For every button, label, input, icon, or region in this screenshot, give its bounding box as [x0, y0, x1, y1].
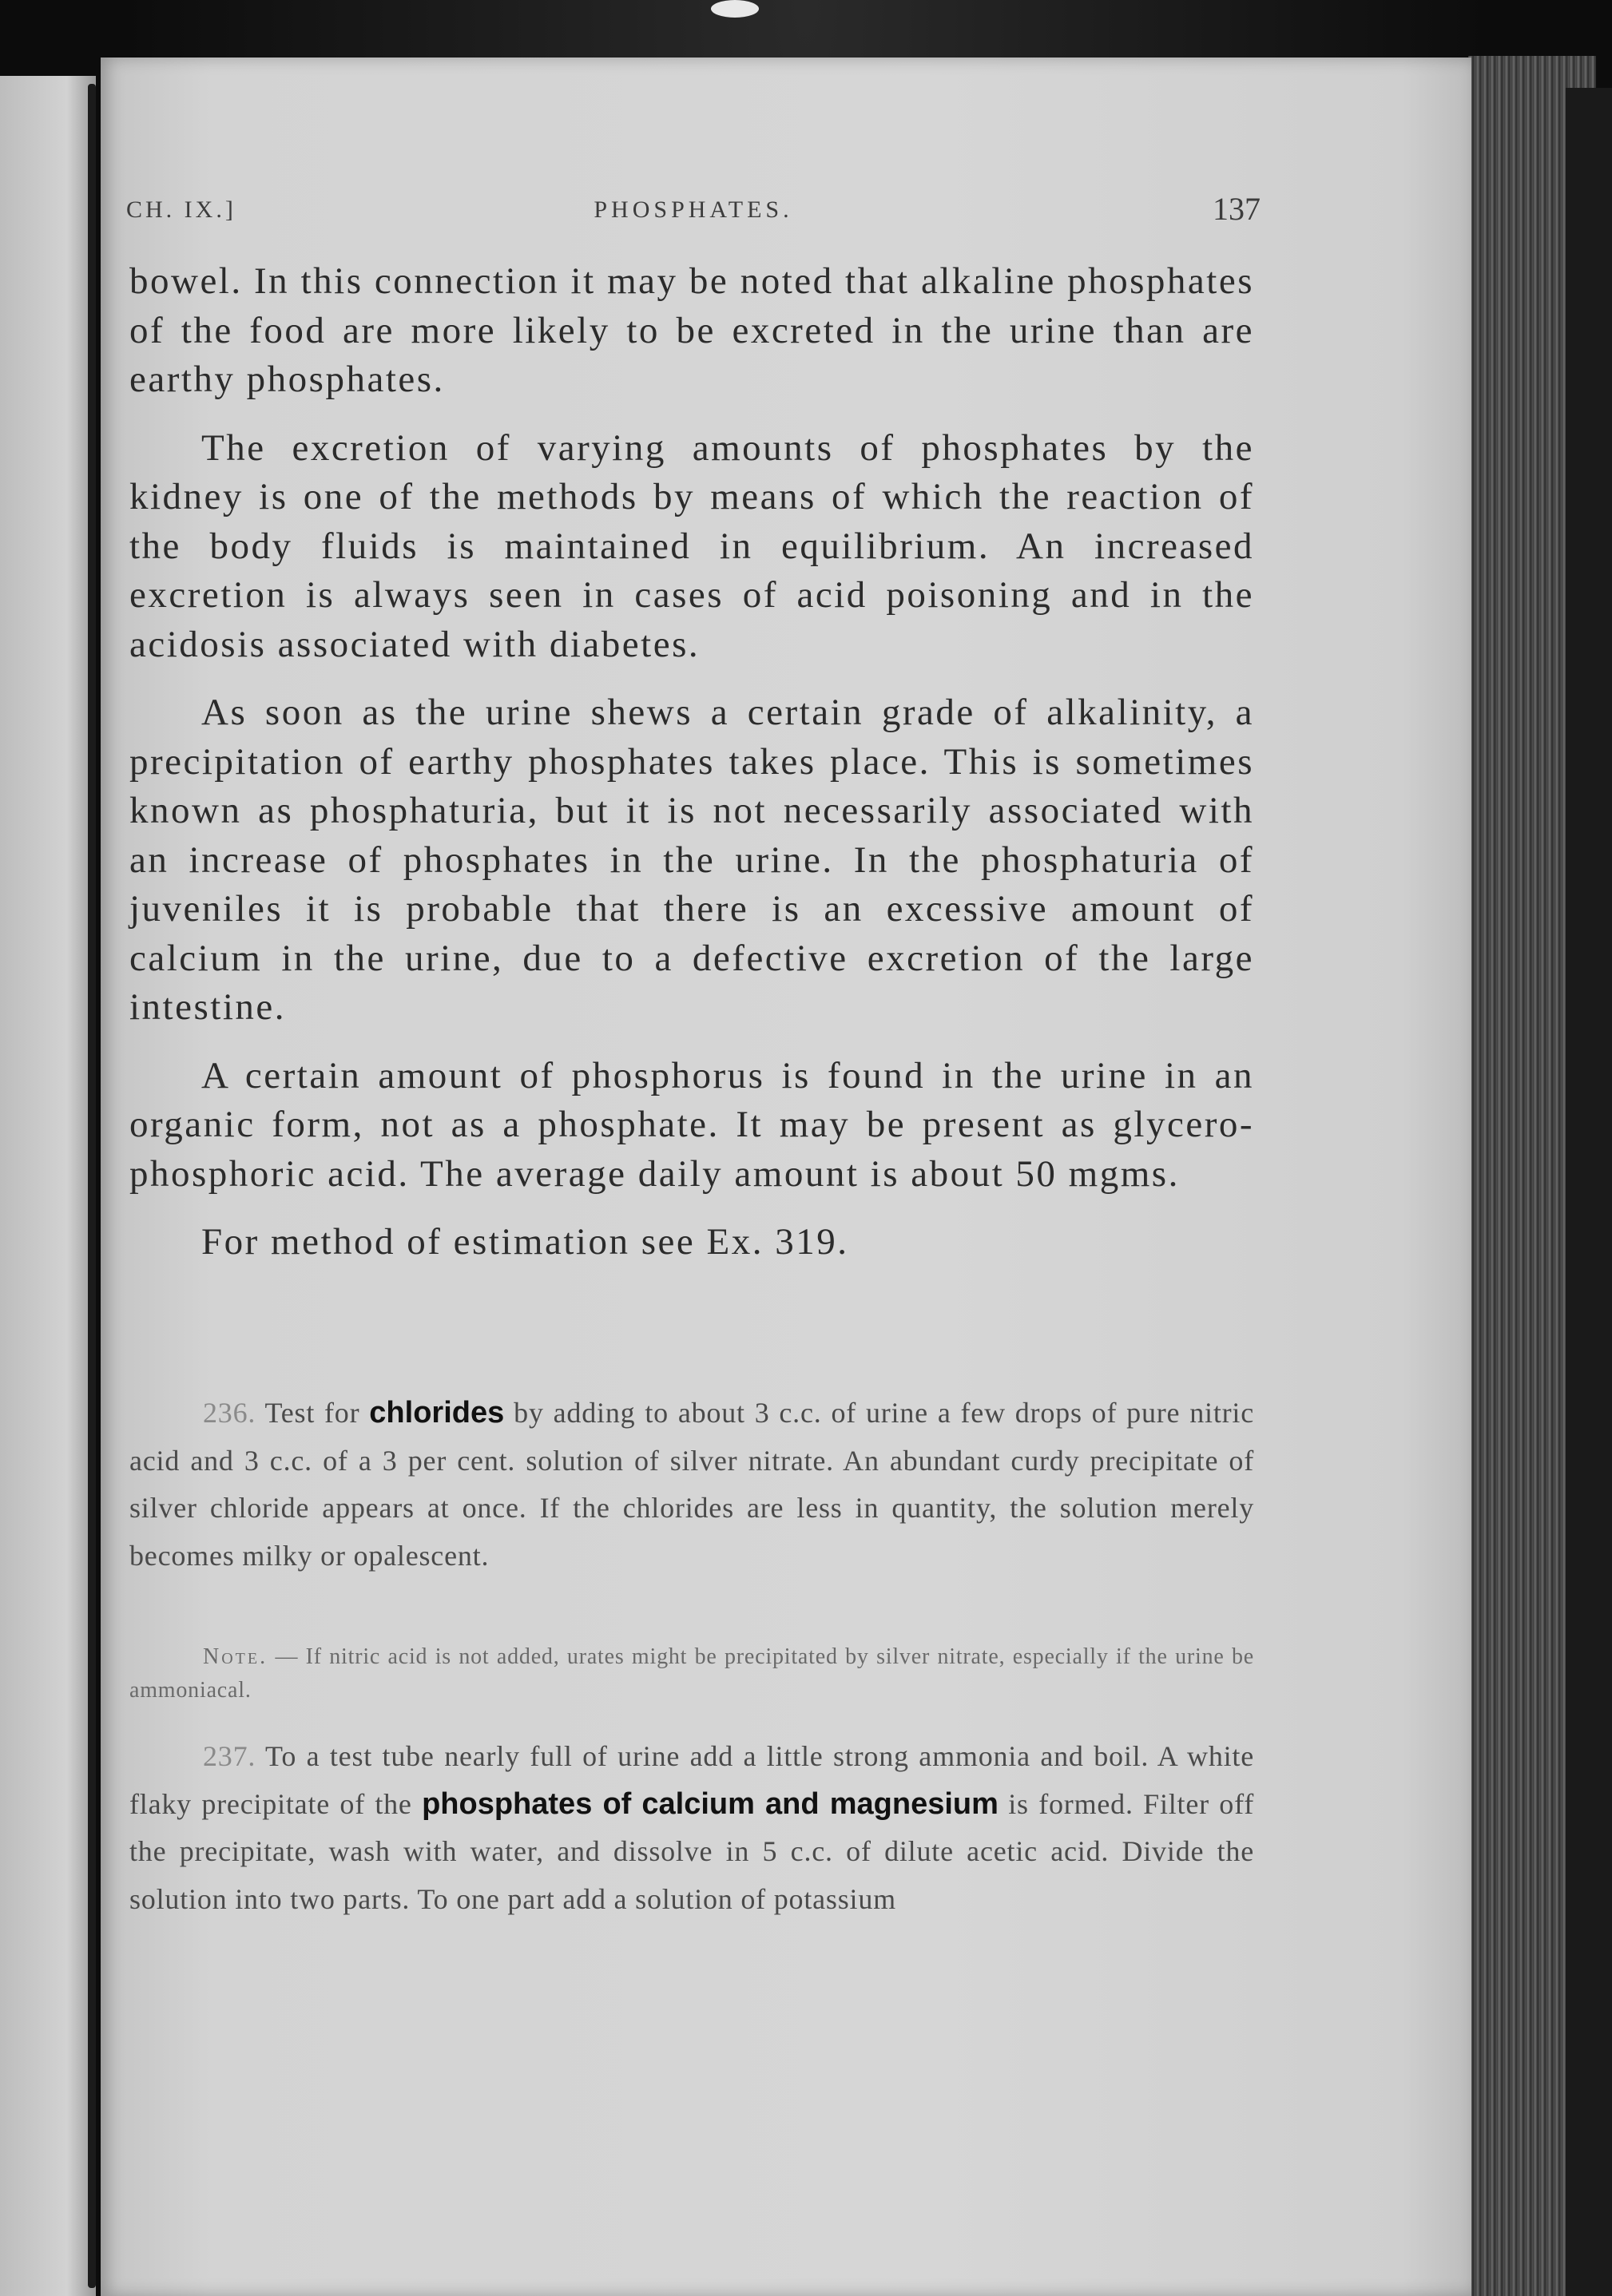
note-paragraph	[129, 1640, 1254, 1707]
exercise-text: by adding to about 3 c.c. of urine a few drops of pure nitric acid and 3 c.c. of a 3 per cent. solution of silver nitrate. An abundant curdy precipitate of silver chloride appears at once. If the chlorides are less in quantity, the solution merely becomes milky or opalescent.	[129, 1397, 1254, 1572]
exercise-236	[129, 1390, 1254, 1580]
exercise-paragraph	[129, 1390, 1254, 1580]
note-label: Note.	[203, 1644, 268, 1669]
facing-page-edge	[0, 76, 96, 2296]
body-text	[129, 257, 1254, 1287]
exercise-text: To a test tube nearly full of urine add a little strong ammonia and boil. A white flaky precipitate of the	[129, 1740, 1254, 1820]
paragraph: As soon as the urine shews a certain grade of alkalinity, a precipitation of earthy phosphates takes place. This is sometimes known as phosphaturia, but it is not necessarily associated with an increase of phosphates in the urine. In the phosphaturia of juveniles it is probable that there is an excessive amount of calcium in the urine, due to a defective excretion of the large intestine.	[129, 692, 1254, 1028]
book-edge-shadow	[1566, 88, 1612, 2296]
paragraph: bowel. In this connection it may be noted that alkaline phosphates of the food are more likely to be excreted in the urine than are earthy phosphates.	[129, 260, 1254, 400]
exercise-number: 237.	[203, 1740, 256, 1772]
dust-speck	[711, 0, 759, 18]
page-number: 137	[1213, 191, 1261, 227]
exercise-keyword: chlorides	[369, 1396, 505, 1430]
exercise-paragraph	[129, 1733, 1254, 1923]
paragraph: A certain amount of phosphorus is found in the urine in an organic form, not as a phosphate. It may be present as glycero-phosphoric acid. The average daily amount is about 50 mgms.	[129, 1054, 1254, 1195]
book-gutter	[88, 84, 96, 2288]
exercise-keyword: phosphates of calcium and magnesium	[422, 1786, 999, 1821]
exercise-number: 236.	[203, 1397, 256, 1429]
running-title: PHOSPHATES.	[594, 196, 793, 223]
paragraph: For method of estimation see Ex. 319.	[201, 1221, 849, 1263]
note	[129, 1640, 1254, 1707]
running-header	[126, 190, 1261, 238]
chapter-label: CH. IX.]	[126, 196, 236, 223]
exercise-text: Test for	[256, 1397, 370, 1429]
exercise-237	[129, 1733, 1254, 1923]
paragraph: The excretion of varying amounts of phosphates by the kidney is one of the methods by means of which the reaction of the body fluids is maintained in equilibrium. An increased excretion is always seen in cases of acid poisoning and in the acidosis associated with diabetes.	[129, 426, 1254, 665]
note-text: — If nitric acid is not added, urates might be precipitated by silver nitrate, especially if the urine be ammoniacal.	[129, 1644, 1254, 1703]
exercise-text: is formed. Filter off the precipitate, wash with water, and dissolve in 5 c.c. of dilute acetic acid. Divide the solution into two parts. To one part add a solution of potassium	[129, 1787, 1254, 1915]
